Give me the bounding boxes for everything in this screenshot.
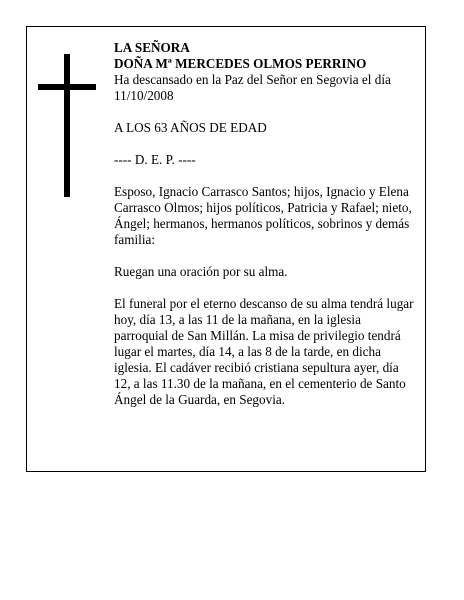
cross-vertical-bar xyxy=(64,54,70,197)
family-paragraph: Esposo, Ignacio Carrasco Santos; hijos, Ignacio y Elena Carrasco Olmos; hijos políticos, Patricia y Rafael; nieto, Ángel; hermanos, hermanos políticos, sobrinos y demás familia: xyxy=(114,184,412,247)
rip-line: ---- D. E. P. ---- xyxy=(114,152,196,167)
funeral-paragraph: El funeral por el eterno descanso de su alma tendrá lugar hoy, día 13, a las 11 de la mañana, en la iglesia parroquial de San Millán. La misa de privilegio tendrá lugar el martes, día 14, a las 8 de la tarde, en dicha iglesia. El cadáver recibió cristiana sepultura ayer, día 12, a las 11.30 de la mañana, en el cementerio de Santo Ángel de la Guarda, en Segovia. xyxy=(114,296,414,407)
deceased-name: DOÑA Mª MERCEDES OLMOS PERRINO xyxy=(114,56,367,71)
death-statement: Ha descansado en la Paz del Señor en Segovia el día 11/10/2008 xyxy=(114,72,391,103)
latin-cross-icon xyxy=(38,54,96,197)
prayer-request: Ruegan una oración por su alma. xyxy=(114,264,288,279)
obituary-text-block xyxy=(114,40,414,408)
age-line: A LOS 63 AÑOS DE EDAD xyxy=(114,120,267,135)
deceased-title: LA SEÑORA xyxy=(114,40,190,55)
cross-horizontal-bar xyxy=(38,84,96,90)
